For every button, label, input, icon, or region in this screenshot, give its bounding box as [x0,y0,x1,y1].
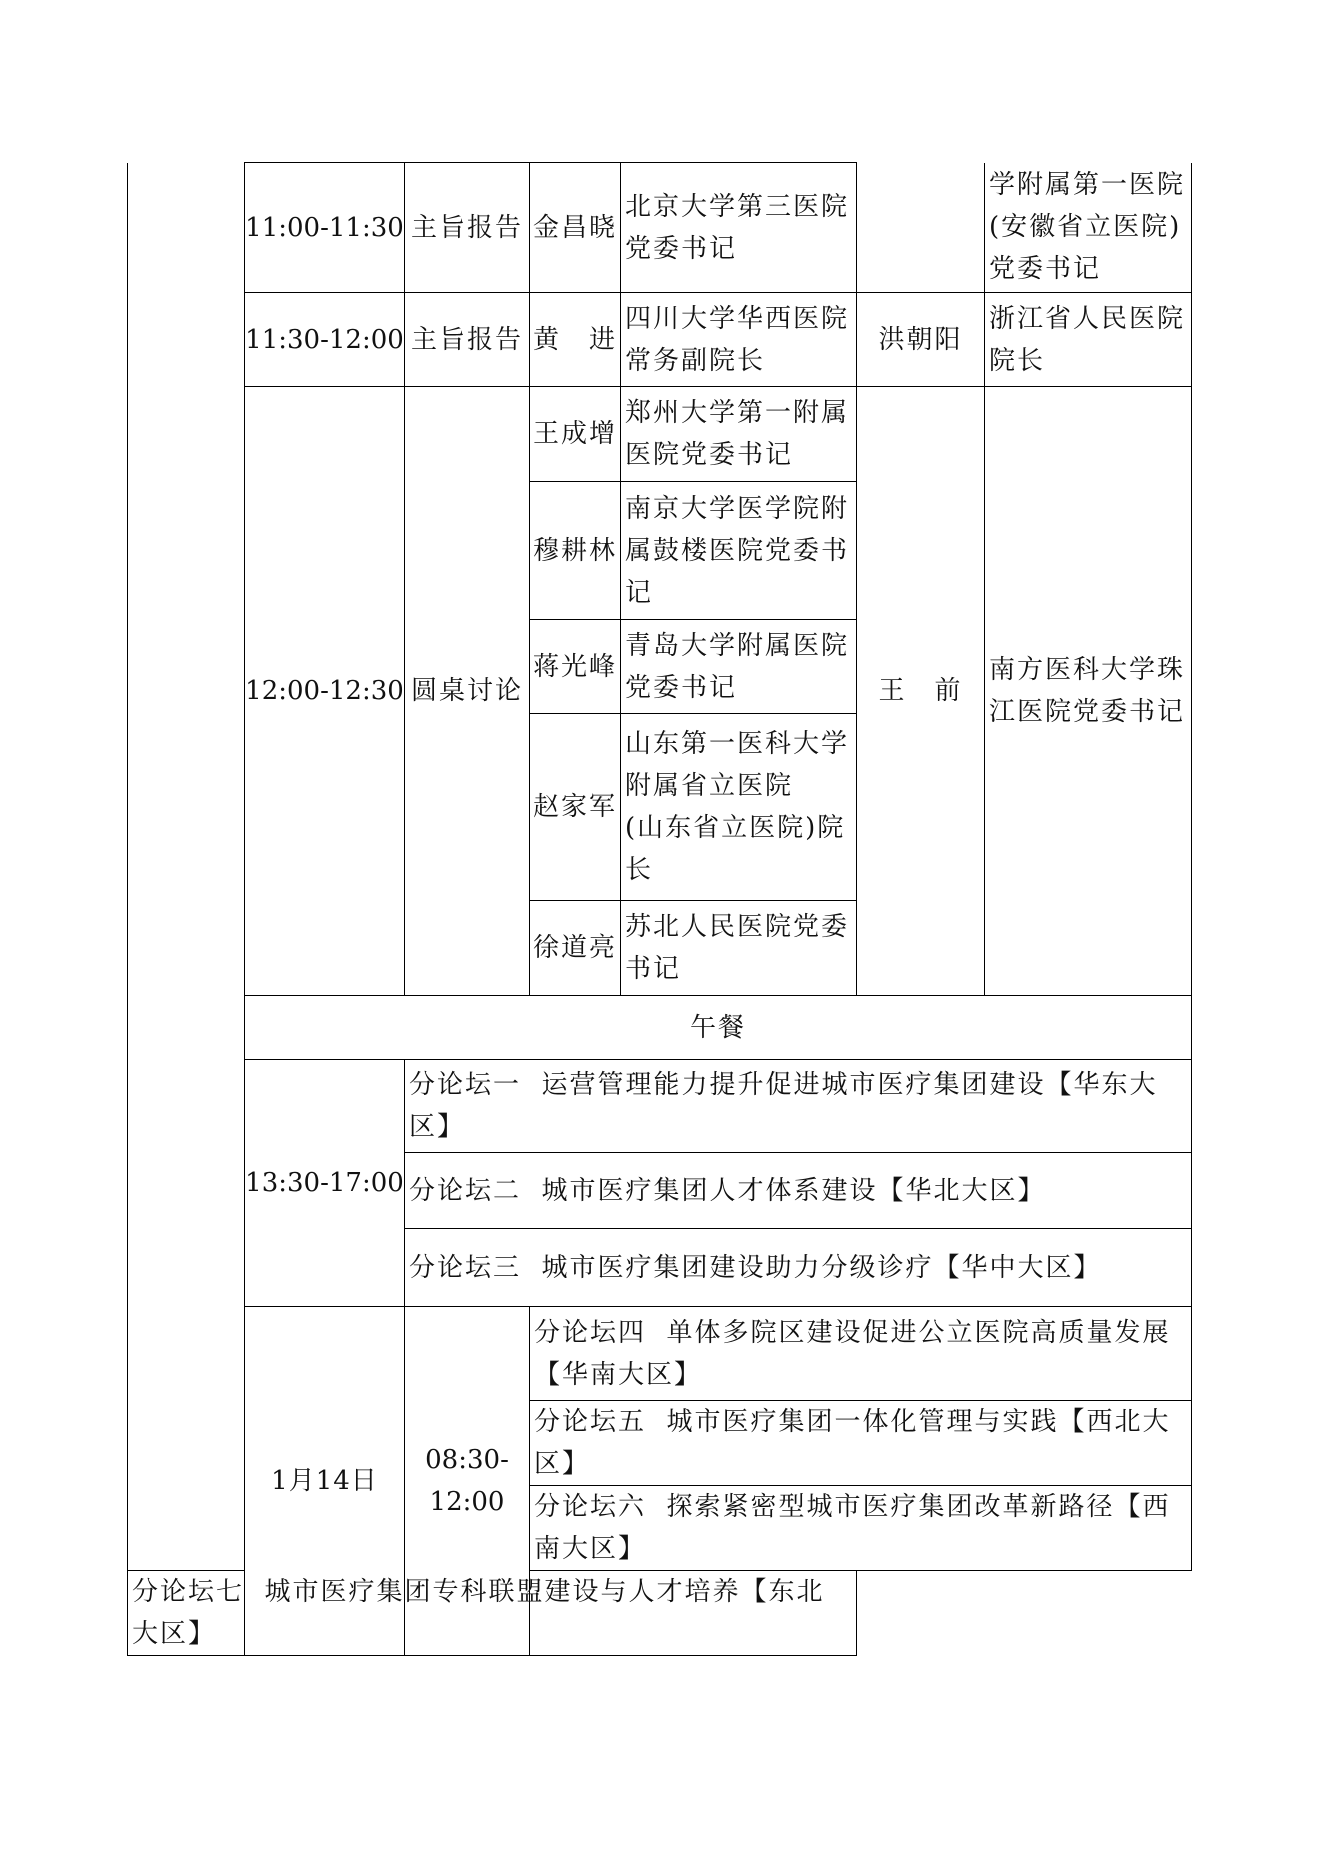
speaker-cell: 黄 进 [530,293,621,387]
forum-code: 分论坛一 [409,1070,522,1100]
time-cell: 13:30-17:00 [245,1060,405,1307]
session-type-cell: 主旨报告 [405,293,530,387]
table-row [128,1571,1192,1656]
table-row [128,1307,1192,1401]
panelist-title-line: 山东第一医科大学附属省立医院 [625,729,850,801]
forum-cell [128,1571,857,1656]
forum-code: 分论坛三 [409,1252,522,1283]
host-title-cell: 学附属第一医院(安徽省立医院)党委书记 [985,163,1192,293]
table-row [128,387,1192,482]
forum-topic: 运营管理能力提升促进城市医疗集团建设【华东大区】 [409,1070,1158,1142]
forum-code: 分论坛四 [534,1317,647,1348]
forum-topic: 单体多院区建设促进公立医院高质量发展【华南大区】 [534,1317,1171,1390]
speaker-title-cell: 四川大学华西医院常务副院长 [621,293,857,387]
date-cell-day2: 1月14日 [245,1307,405,1656]
forum-code: 分论坛六 [534,1492,647,1522]
forum-topic: 城市医疗集团人才体系建设【华北大区】 [541,1175,1046,1206]
table-row [128,293,1192,387]
lunch-cell: 午餐 [245,996,1192,1060]
forum-topic: 探索紧密型城市医疗集团改革新路径【西南大区】 [534,1492,1171,1564]
table-row [128,996,1192,1060]
session-type-cell: 主旨报告 [405,163,530,293]
session-type-cell: 圆桌讨论 [405,387,530,996]
table-row [128,1060,1192,1153]
forum-cell [405,1060,1192,1153]
time-cell: 12:00-12:30 [245,387,405,996]
speaker-title-cell: 北京大学第三医院党委书记 [621,163,857,293]
forum-cell [530,1307,1192,1401]
panelist-name-cell: 王成增 [530,387,621,482]
panelist-name-cell: 穆耕林 [530,482,621,620]
panelist-title-cell: 青岛大学附属医院党委书记 [621,620,857,714]
forum-cell [405,1153,1192,1229]
forum-code: 分论坛五 [534,1407,647,1437]
forum-cell [530,1401,1192,1486]
time-cell: 11:30-12:00 [245,293,405,387]
forum-cell [530,1486,1192,1571]
time-cell: 08:30-12:00 [405,1307,530,1656]
forum-code: 分论坛七 [132,1577,245,1607]
speaker-cell: 金昌晓 [530,163,621,293]
panelist-name-cell: 徐道亮 [530,901,621,996]
forum-topic: 城市医疗集团专科联盟建设与人才培养【东北大区】 [132,1577,825,1649]
host-title-cell: 浙江省人民医院院长 [985,293,1192,387]
host-cell: 王 前 [857,387,985,996]
host-title-cell: 南方医科大学珠江医院党委书记 [985,387,1192,996]
panelist-title-line: (山东省立医院)院长 [625,813,846,885]
forum-cell [405,1229,1192,1307]
agenda-table [127,162,1192,1656]
panelist-name-cell: 蒋光峰 [530,620,621,714]
host-cell [857,163,985,293]
panelist-title-cell: 南京大学医学院附属鼓楼医院党委书记 [621,482,857,620]
forum-topic: 城市医疗集团一体化管理与实践【西北大区】 [534,1407,1171,1479]
forum-topic: 城市医疗集团建设助力分级诊疗【华中大区】 [541,1252,1102,1283]
forum-code: 分论坛二 [409,1175,522,1206]
date-cell-day1 [128,163,245,1571]
panelist-name-cell: 赵家军 [530,714,621,901]
panelist-title-cell [621,714,857,901]
panelist-title-cell: 苏北人民医院党委书记 [621,901,857,996]
table-row [128,163,1192,293]
time-cell: 11:00-11:30 [245,163,405,293]
host-cell: 洪朝阳 [857,293,985,387]
panelist-title-cell: 郑州大学第一附属医院党委书记 [621,387,857,482]
